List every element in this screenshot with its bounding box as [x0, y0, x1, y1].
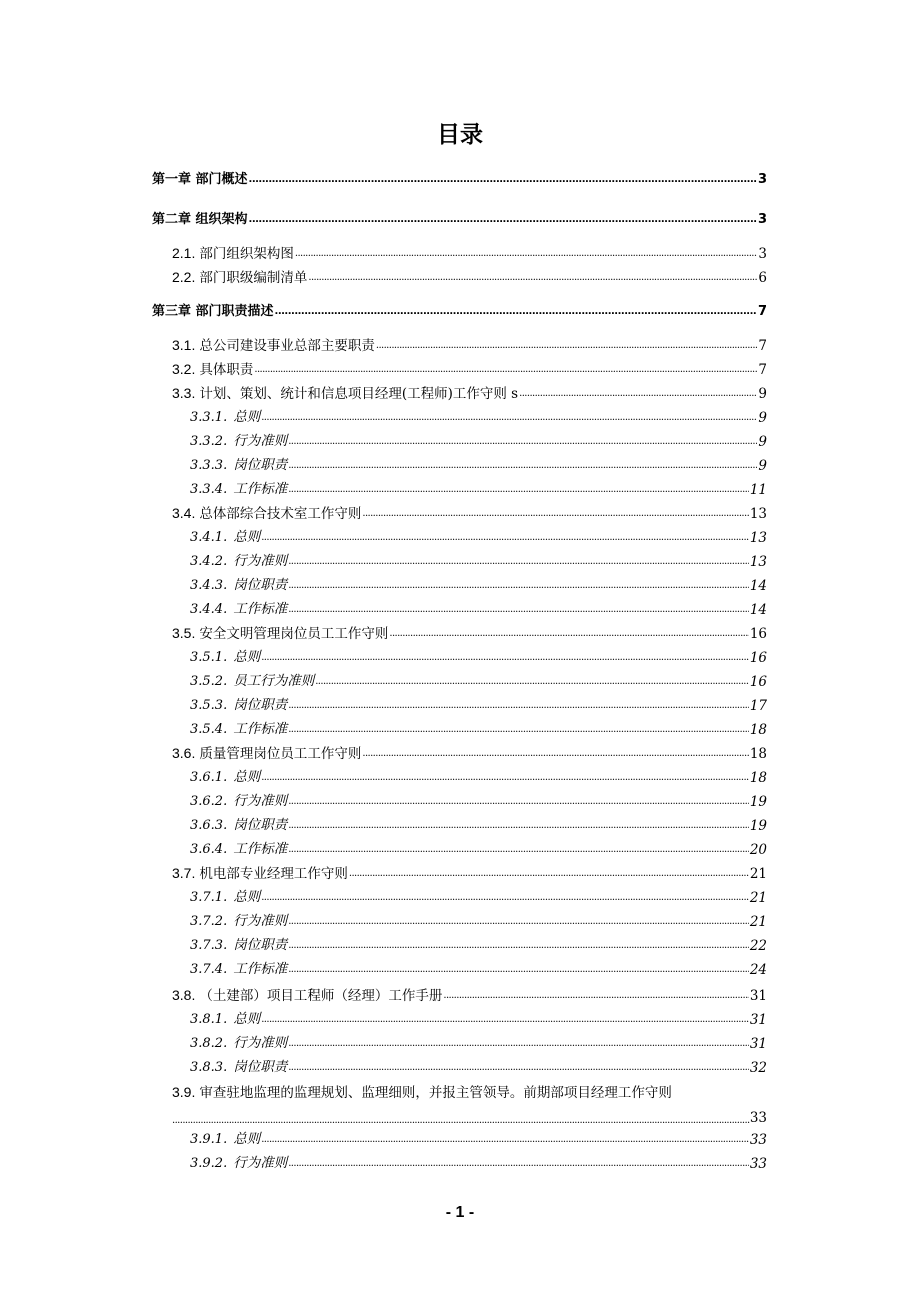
toc-page-number: 21	[749, 914, 767, 930]
toc-subsection-3-6-3[interactable]	[190, 816, 767, 836]
subsection-number: 3.6.4.	[190, 842, 228, 857]
toc-section-3-4[interactable]	[172, 504, 767, 524]
leader-dots	[249, 210, 757, 230]
toc-section-3-6[interactable]	[172, 744, 767, 764]
leader-dots	[443, 986, 748, 1006]
leader-dots	[288, 600, 749, 620]
toc-subsection-3-5-2[interactable]	[190, 672, 767, 692]
toc-subsection-3-6-1[interactable]	[190, 768, 767, 788]
toc-subsection-3-4-1[interactable]	[190, 528, 767, 548]
subsection-number: 3.3.3.	[190, 458, 228, 473]
toc-page-number: 9	[758, 434, 767, 450]
leader-dots	[288, 456, 757, 476]
toc-subsection-3-9-1[interactable]	[190, 1130, 767, 1150]
toc-section-2-1[interactable]	[172, 244, 767, 264]
section-number: 2.1.	[172, 245, 196, 261]
leader-dots	[288, 936, 749, 956]
toc-page-number: 9	[758, 410, 767, 426]
toc-section-3-2[interactable]	[172, 360, 767, 380]
leader-dots	[288, 840, 749, 860]
toc-page-number: 18	[749, 746, 767, 762]
toc-page-number: 3	[758, 246, 767, 262]
section-title: 安全文明管理岗位员工工作守则	[199, 626, 389, 642]
subsection-title: 工作标准	[233, 841, 288, 857]
section-number: 3.6.	[172, 745, 196, 761]
toc-section-2-2[interactable]	[172, 268, 767, 288]
subsection-number: 3.3.4.	[190, 482, 228, 497]
toc-page-number: 6	[758, 270, 767, 286]
toc-page-number: 17	[749, 698, 767, 714]
subsection-number: 3.5.2.	[190, 674, 228, 689]
leader-dots	[261, 528, 749, 548]
section-title: 总公司建设事业总部主要职责	[199, 338, 375, 354]
subsection-title: 岗位职责	[233, 697, 288, 713]
toc-page-number: 3	[757, 212, 767, 227]
toc-page-number: 21	[749, 866, 767, 882]
leader-dots	[288, 432, 757, 452]
subsection-title: 总则	[233, 409, 261, 425]
leader-dots	[308, 268, 757, 288]
toc-page-number: 16	[749, 626, 767, 642]
subsection-title: 工作标准	[233, 601, 288, 617]
section-number: 3.3.	[172, 385, 196, 401]
toc-subsection-3-8-1[interactable]	[190, 1010, 767, 1030]
leader-dots	[288, 576, 749, 596]
toc-subsection-3-3-3[interactable]	[190, 456, 767, 476]
subsection-number: 3.5.3.	[190, 698, 228, 713]
subsection-number: 3.6.3.	[190, 818, 228, 833]
toc-subsection-3-7-2[interactable]	[190, 912, 767, 932]
toc-page-number: 9	[758, 458, 767, 474]
section-title: 总体部综合技术室工作守则	[199, 506, 362, 522]
subsection-title: 行为准则	[233, 433, 288, 449]
toc-page-number: 14	[749, 578, 767, 594]
toc-page-number: 31	[749, 1036, 767, 1052]
subsection-number: 3.4.1.	[190, 530, 228, 545]
leader-dots	[288, 1034, 749, 1054]
leader-dots	[376, 336, 758, 356]
section-title: 审查驻地监理的监理规划、监理细则，并报主管领导。前期部项目经理工作守则	[199, 1085, 672, 1101]
subsection-number: 3.4.2.	[190, 554, 228, 569]
subsection-number: 3.3.2.	[190, 434, 228, 449]
toc-page-number: 18	[749, 722, 767, 738]
leader-dots	[261, 408, 757, 428]
toc-page-number: 14	[749, 602, 767, 618]
leader-dots	[261, 648, 749, 668]
leader-dots	[288, 960, 749, 980]
leader-dots	[172, 1115, 750, 1126]
subsection-number: 3.9.1.	[190, 1132, 228, 1147]
toc-subsection-3-3-1[interactable]	[190, 408, 767, 428]
section-number: 3.7.	[172, 865, 196, 881]
subsection-title: 工作标准	[233, 481, 288, 497]
toc-chapter-2[interactable]	[152, 210, 767, 230]
subsection-title: 行为准则	[233, 1035, 288, 1051]
toc-subsection-3-5-4[interactable]	[190, 720, 767, 740]
section-number: 3.8.	[172, 987, 196, 1003]
subsection-title: 总则	[233, 769, 261, 785]
leader-dots	[288, 1154, 749, 1174]
toc-section-3-9[interactable]	[172, 1082, 772, 1103]
toc-page-number: 19	[749, 818, 767, 834]
subsection-title: 工作标准	[233, 961, 288, 977]
section-number: 2.2.	[172, 269, 196, 285]
leader-dots	[249, 170, 757, 190]
subsection-number: 3.6.2.	[190, 794, 228, 809]
toc-page-number: 11	[749, 482, 767, 498]
leader-dots	[288, 696, 749, 716]
subsection-number: 3.6.1.	[190, 770, 228, 785]
toc-subsection-3-7-1[interactable]	[190, 888, 767, 908]
subsection-number: 3.9.2.	[190, 1156, 228, 1171]
toc-page-number: 13	[749, 530, 767, 546]
leader-dots	[295, 244, 758, 264]
toc-page-number: 24	[749, 962, 767, 978]
toc-page-number: 32	[749, 1060, 767, 1076]
toc-page-number: 20	[749, 842, 767, 858]
subsection-title: 总则	[233, 649, 261, 665]
subsection-title: 行为准则	[233, 913, 288, 929]
toc-subsection-3-4-4[interactable]	[190, 600, 767, 620]
leader-dots	[288, 552, 749, 572]
subsection-number: 3.5.4.	[190, 722, 228, 737]
subsection-number: 3.8.1.	[190, 1012, 228, 1027]
subsection-number: 3.7.2.	[190, 914, 228, 929]
section-title: 部门职级编制清单	[199, 270, 308, 286]
toc-page-number: 7	[758, 338, 767, 354]
leader-dots	[288, 792, 749, 812]
leader-dots	[261, 1130, 749, 1150]
toc-page-number: 31	[749, 1012, 767, 1028]
toc-entry-label: 第二章 组织架构	[152, 212, 248, 227]
page-number-footer: - 1 -	[445, 1204, 475, 1221]
leader-dots	[288, 912, 749, 932]
subsection-title: 工作标准	[233, 721, 288, 737]
section-title: 计划、策划、统计和信息项目经理(工程师)工作守则 s	[199, 386, 519, 402]
subsection-title: 总则	[233, 1011, 261, 1027]
section-number: 3.2.	[172, 361, 196, 377]
subsection-title: 员工行为准则	[233, 673, 315, 689]
leader-dots	[254, 360, 757, 380]
toc-page-number: 21	[749, 890, 767, 906]
toc-subsection-3-3-2[interactable]	[190, 432, 767, 452]
leader-dots	[315, 672, 749, 692]
toc-subsection-3-4-2[interactable]	[190, 552, 767, 572]
toc-subsection-3-7-3[interactable]	[190, 936, 767, 956]
toc-page-number: 9	[758, 386, 767, 402]
toc-page-number: 7	[757, 304, 767, 319]
leader-dots	[519, 384, 757, 404]
toc-page-number: 16	[749, 650, 767, 666]
subsection-title: 行为准则	[233, 793, 288, 809]
section-title: 具体职责	[199, 362, 254, 378]
toc-page-number: 3	[757, 172, 767, 187]
subsection-number: 3.8.2.	[190, 1036, 228, 1051]
toc-page-number: 16	[749, 674, 767, 690]
toc-subsection-3-6-2[interactable]	[190, 792, 767, 812]
toc-page-number: 7	[758, 362, 767, 378]
toc-page-number: 33	[749, 1132, 767, 1148]
toc-subsection-3-4-3[interactable]	[190, 576, 767, 596]
toc-chapter-3[interactable]	[152, 302, 767, 322]
leader-dots	[261, 888, 749, 908]
leader-dots	[261, 768, 749, 788]
toc-title: 目录	[437, 122, 483, 148]
subsection-number: 3.4.3.	[190, 578, 228, 593]
toc-section-3-5[interactable]	[172, 624, 767, 644]
section-title: 质量管理岗位员工工作守则	[199, 746, 362, 762]
section-number: 3.4.	[172, 505, 196, 521]
leader-dots	[349, 864, 749, 884]
toc-page-number: 33	[749, 1110, 767, 1126]
subsection-number: 3.7.3.	[190, 938, 228, 953]
toc-section-3-7[interactable]	[172, 864, 767, 884]
section-number: 3.9.	[172, 1084, 196, 1100]
subsection-number: 3.7.1.	[190, 890, 228, 905]
toc-subsection-3-7-4[interactable]	[190, 960, 767, 980]
toc-section-3-9-leader[interactable]	[172, 1106, 767, 1126]
toc-page-number: 13	[749, 554, 767, 570]
toc-page-number: 13	[749, 506, 767, 522]
subsection-title: 行为准则	[233, 553, 288, 569]
toc-subsection-3-5-3[interactable]	[190, 696, 767, 716]
subsection-title: 总则	[233, 889, 261, 905]
toc-section-3-8[interactable]	[172, 986, 767, 1006]
toc-entry-label: 第三章 部门职责描述	[152, 304, 274, 319]
toc-subsection-3-9-2[interactable]	[190, 1154, 767, 1174]
toc-subsection-3-6-4[interactable]	[190, 840, 767, 860]
subsection-number: 3.8.3.	[190, 1060, 228, 1075]
leader-dots	[275, 302, 757, 322]
leader-dots	[362, 504, 748, 524]
leader-dots	[288, 720, 749, 740]
subsection-number: 3.3.1.	[190, 410, 228, 425]
toc-entry-label: 第一章 部门概述	[152, 172, 248, 187]
toc-subsection-3-3-4[interactable]	[190, 480, 767, 500]
subsection-number: 3.4.4.	[190, 602, 228, 617]
subsection-number: 3.7.4.	[190, 962, 228, 977]
toc-subsection-3-8-2[interactable]	[190, 1034, 767, 1054]
leader-dots	[288, 1058, 749, 1078]
leader-dots	[261, 1010, 749, 1030]
toc-page-number: 33	[749, 1156, 767, 1172]
toc-subsection-3-5-1[interactable]	[190, 648, 767, 668]
toc-page-number: 22	[749, 938, 767, 954]
toc-subsection-3-8-3[interactable]	[190, 1058, 767, 1078]
subsection-title: 岗位职责	[233, 1059, 288, 1075]
section-number: 3.1.	[172, 337, 196, 353]
leader-dots	[362, 744, 748, 764]
toc-chapter-1[interactable]	[152, 170, 767, 190]
subsection-title: 总则	[233, 529, 261, 545]
section-title: 机电部专业经理工作守则	[199, 866, 348, 882]
subsection-title: 岗位职责	[233, 937, 288, 953]
leader-dots	[288, 816, 749, 836]
toc-page-number: 18	[749, 770, 767, 786]
subsection-title: 行为准则	[233, 1155, 288, 1171]
subsection-title: 总则	[233, 1131, 261, 1147]
section-title: 部门组织架构图	[199, 246, 294, 262]
subsection-title: 岗位职责	[233, 577, 288, 593]
subsection-title: 岗位职责	[233, 817, 288, 833]
toc-section-3-3[interactable]	[172, 384, 767, 404]
leader-dots	[288, 480, 749, 500]
section-title: （土建部）项目工程师（经理）工作手册	[199, 988, 443, 1004]
subsection-title: 岗位职责	[233, 457, 288, 473]
section-number: 3.5.	[172, 625, 196, 641]
subsection-number: 3.5.1.	[190, 650, 228, 665]
toc-page-number: 19	[749, 794, 767, 810]
toc-section-3-1[interactable]	[172, 336, 767, 356]
leader-dots	[389, 624, 748, 644]
toc-page-number: 31	[749, 988, 767, 1004]
